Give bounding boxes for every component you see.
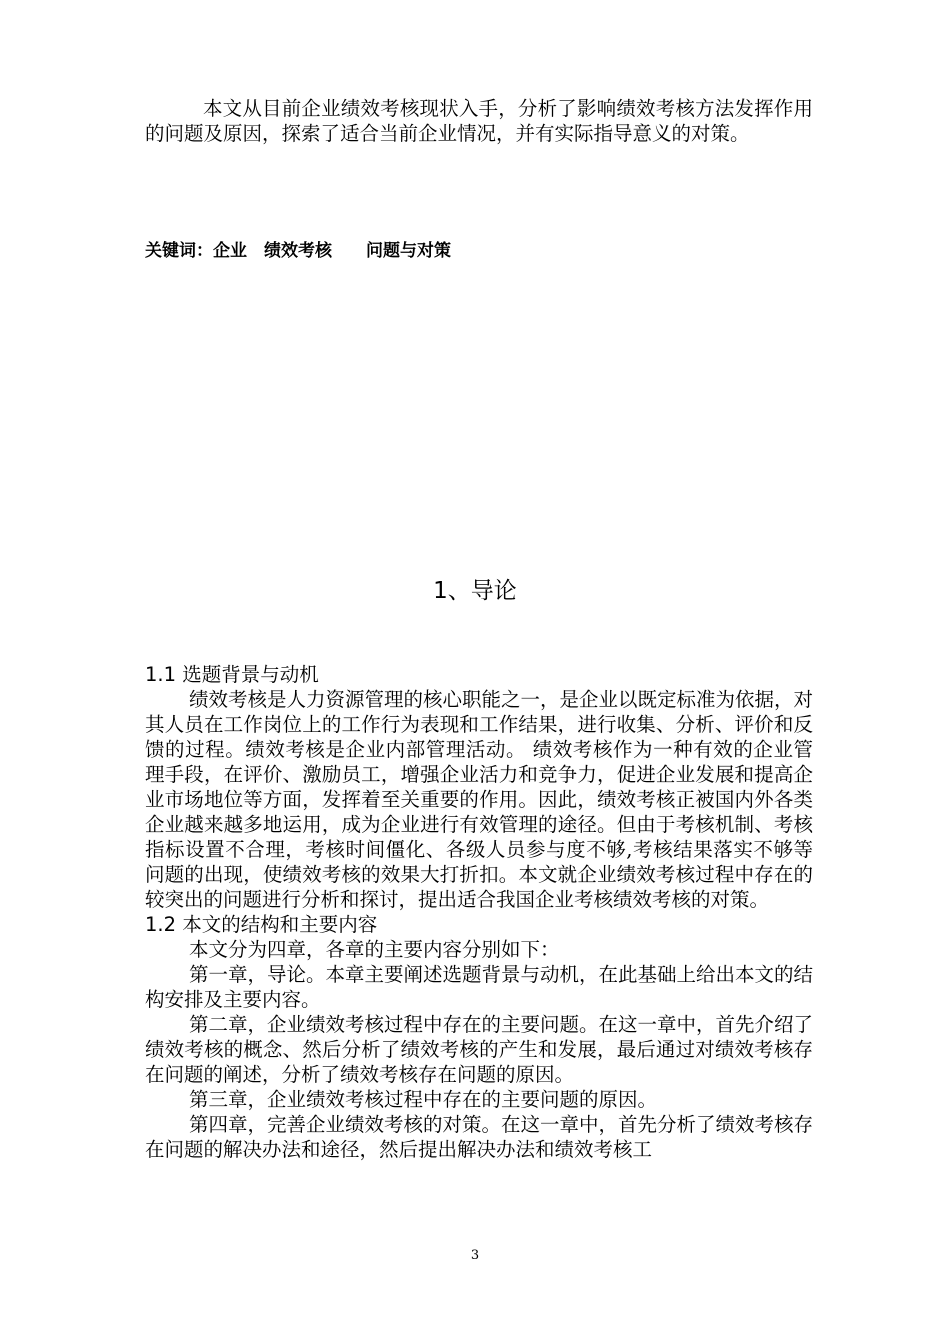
section-1-2-paragraph: 第二章，企业绩效考核过程中存在的主要问题。在这一章中，首先介绍了绩效考核的概念、然后分析了绩效考核的产生和发展，最后通过对绩效考核存在问题的阐述，分析了绩效考核存在问题的原因。: [145, 1013, 814, 1086]
page-number: 3: [470, 1248, 480, 1263]
section-1-2-paragraph: 第四章，完善企业绩效考核的对策。在这一章中，首先分析了绩效考核存在问题的解决办法和途径，然后提出解决办法和绩效考核工: [145, 1113, 814, 1161]
section-1-1-paragraph: 绩效考核是人力资源管理的核心职能之一，是企业以既定标准为依据，对其人员在工作岗位上的工作行为表现和工作结果，进行收集、分析、评价和反馈的过程。绩效考核是企业内部管理活动。 绩效考核作为一种有效的企业管理手段，在评价、激励员工，增强企业活力和竞争力，促进企业发展和提高企业市场地位等方面，发挥着至关重要的作用。因此，绩效考核正被国内外各类企业越来越多地运用，成为企业进行有效管理的途径。但由于考核机制、考核指标设置不合理，考核时间僵化、各级人员参与度不够,考核结果落实不够等问题的出现，使绩效考核的效果大打折扣。本文就企业绩效考核过程中存在的较突出的问题进行分析和探讨，提出适合我国企业考核绩效考核的对策。: [145, 688, 814, 911]
chapter-title: 1、导论: [433, 578, 517, 604]
abstract-paragraph: 本文从目前企业绩效考核现状入手，分析了影响绩效考核方法发挥作用的问题及原因，探索了适合当前企业情况，并有实际指导意义的对策。: [145, 97, 813, 145]
section-1-2-paragraph: 第一章，导论。本章主要阐述选题背景与动机，在此基础上给出本文的结构安排及主要内容。: [145, 963, 814, 1011]
keywords-line: 关键词：企业 绩效考核 问题与对策: [145, 241, 451, 261]
section-heading-1-2: 1.2 本文的结构和主要内容: [145, 913, 378, 936]
section-1-2-paragraph: 本文分为四章，各章的主要内容分别如下：: [189, 938, 560, 961]
content-body: [145, 662, 813, 1162]
abstract-section: [145, 96, 813, 146]
section-heading-1-1: 1.1 选题背景与动机: [145, 663, 319, 686]
section-1-2-paragraph: 第三章，企业绩效考核过程中存在的主要问题的原因。: [189, 1088, 658, 1111]
